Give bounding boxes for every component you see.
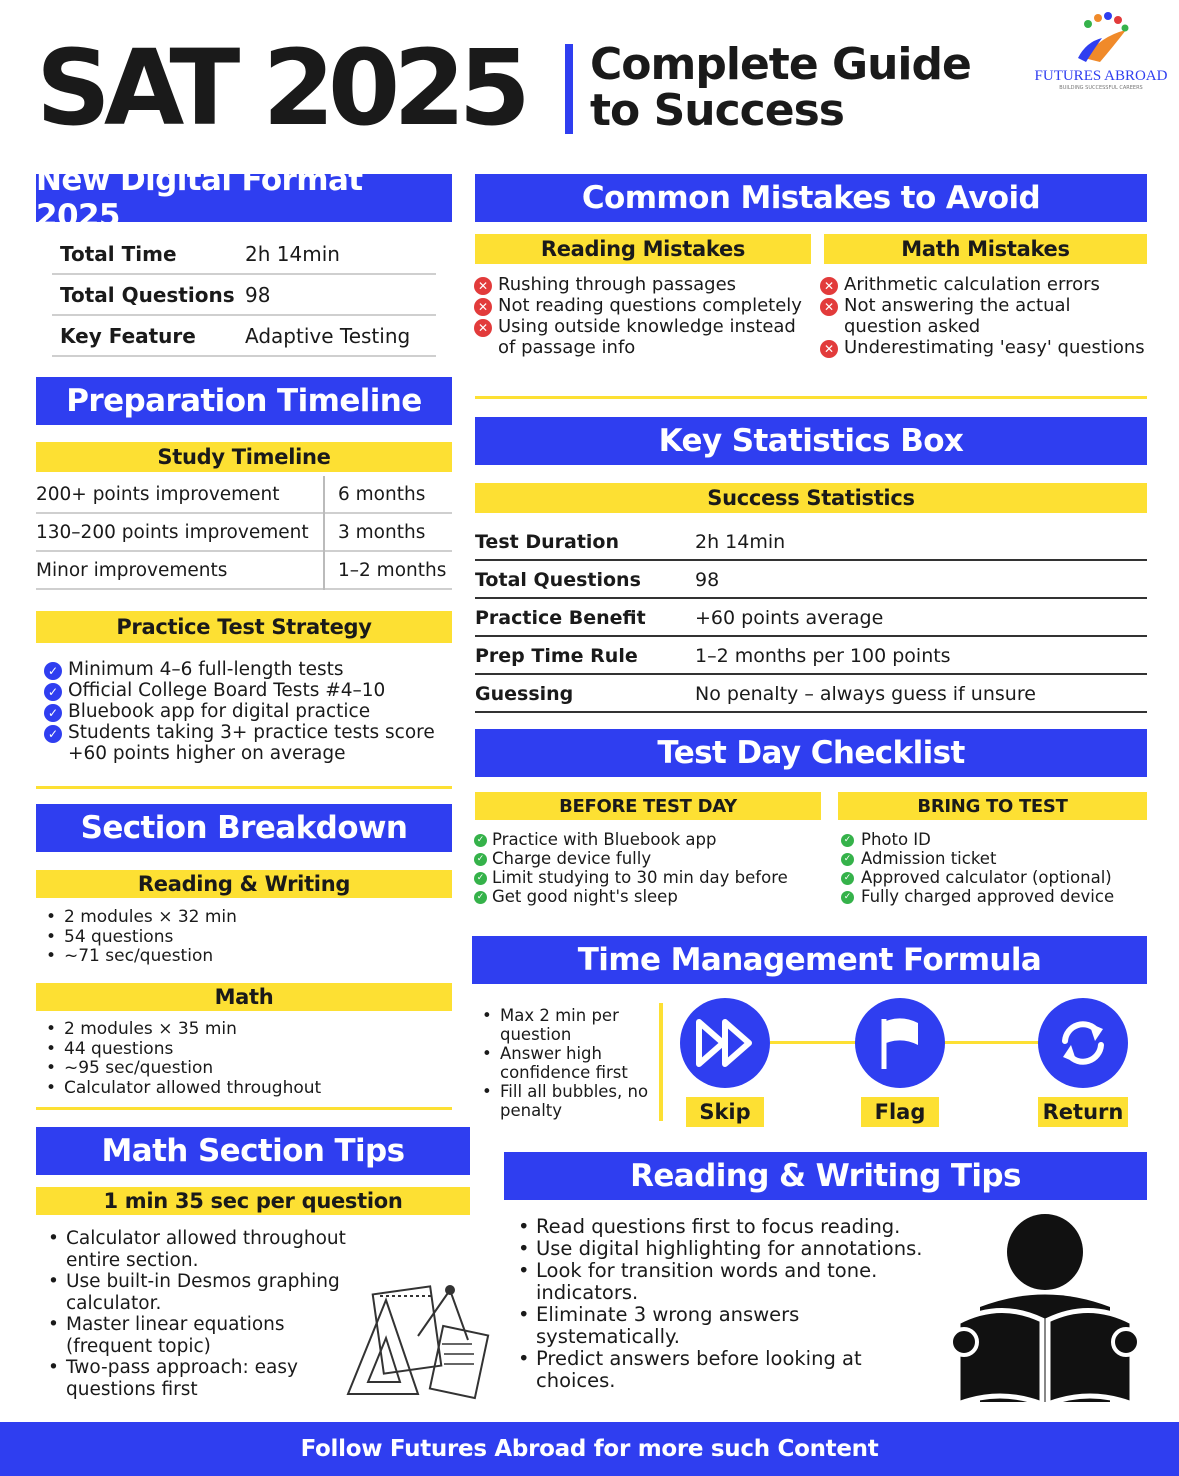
- study-timeline-heading: Study Timeline: [36, 442, 452, 472]
- time-mgmt-divider: [659, 1003, 663, 1121]
- format-row: [60, 238, 340, 270]
- skip-icon: [680, 998, 770, 1088]
- format-row: [60, 279, 270, 311]
- checklist-heading: Test Day Checklist: [475, 729, 1147, 777]
- bring-to-test-list: [841, 830, 1147, 906]
- stat-value: No penalty – always guess if unsure: [695, 683, 1036, 705]
- list-item: ✓ Admission ticket: [841, 849, 1147, 868]
- list-item: ✓ Get good night's sleep: [474, 887, 824, 906]
- list-item: ✓ Photo ID: [841, 830, 1147, 849]
- stat-value: 2h 14min: [695, 531, 786, 553]
- study-timeline-table: [36, 476, 452, 592]
- list-item: • 2 modules × 35 min: [42, 1020, 442, 1040]
- list-item: ✕ Arithmetic calculation errors: [820, 274, 1147, 295]
- check-circle-icon: ✓: [841, 872, 854, 885]
- logo-text: FUTURES ABROAD: [1034, 68, 1168, 84]
- math-tips-subheading: 1 min 35 sec per question: [36, 1187, 470, 1215]
- list-item: • Master linear equations (frequent topic): [44, 1314, 364, 1357]
- divider: [36, 1107, 452, 1110]
- check-circle-icon: ✓: [841, 834, 854, 847]
- subtitle-line-2: to Success: [590, 85, 844, 136]
- table-row: [475, 523, 1147, 561]
- list-item: • Max 2 min per question: [478, 1006, 656, 1044]
- list-item: ✓ Fully charged approved device: [841, 887, 1147, 906]
- table-cell-goal: Minor improvements: [36, 560, 228, 581]
- time-mgmt-heading: Time Management Formula: [472, 936, 1147, 984]
- brand-logo: [1026, 6, 1176, 96]
- check-circle-icon: ✓: [474, 891, 487, 904]
- math-tips-list: [44, 1228, 364, 1400]
- stat-label: Test Duration: [475, 531, 619, 553]
- footer-bar: [0, 1422, 1179, 1476]
- table-row: [36, 476, 452, 514]
- list-item: ✓ Approved calculator (optional): [841, 868, 1147, 887]
- x-circle-icon: ✕: [820, 340, 838, 358]
- math-mistakes-list: [820, 274, 1147, 358]
- stat-value: 98: [695, 569, 720, 591]
- rw-tips-heading: Reading & Writing Tips: [504, 1152, 1147, 1200]
- format-row-value: 2h 14min: [245, 242, 340, 266]
- format-row-label: Total Questions: [60, 283, 235, 307]
- check-circle-icon: ✓: [474, 834, 487, 847]
- rw-section-heading: Reading & Writing: [36, 870, 452, 898]
- list-item: • Predict answers before looking at choices.: [514, 1348, 934, 1392]
- mistakes-heading: Common Mistakes to Avoid: [475, 174, 1147, 222]
- flag-icon: [855, 998, 945, 1088]
- table-row: [475, 637, 1147, 675]
- geometry-tools-icon: [340, 1282, 495, 1402]
- title-divider: [565, 44, 573, 134]
- page-subtitle: [590, 39, 971, 136]
- table-row: [36, 514, 452, 552]
- time-mgmt-list: [478, 1006, 656, 1120]
- format-row-value: Adaptive Testing: [245, 324, 411, 348]
- x-circle-icon: ✕: [820, 277, 838, 295]
- table-row: [36, 552, 452, 590]
- list-item: • Fill all bubbles, no penalty: [478, 1082, 656, 1120]
- list-item: ✕ Underestimating 'easy' questions: [820, 337, 1147, 358]
- x-circle-icon: ✕: [820, 298, 838, 316]
- divider: [52, 273, 436, 275]
- math-mistakes-heading: Math Mistakes: [824, 234, 1147, 264]
- practice-strategy-list: [44, 659, 449, 764]
- format-row-value: 98: [245, 283, 271, 307]
- list-item: ✓ Charge device fully: [474, 849, 824, 868]
- bring-to-test-heading: BRING TO TEST: [838, 792, 1147, 820]
- list-item: • Look for transition words and tone. indicators.: [514, 1260, 934, 1304]
- check-circle-icon: ✓: [841, 853, 854, 866]
- reading-mistakes-heading: Reading Mistakes: [475, 234, 811, 264]
- format-heading: New Digital Format 2025: [36, 174, 452, 222]
- format-row-label: Total Time: [60, 242, 177, 266]
- stat-label: Total Questions: [475, 569, 641, 591]
- list-item: • Use digital highlighting for annotations.: [514, 1238, 934, 1260]
- list-item: • ~71 sec/question: [42, 947, 442, 967]
- list-item: ✓ Official College Board Tests #4–10: [44, 680, 449, 701]
- list-item: ✕ Not answering the actual question asked: [820, 295, 1147, 337]
- subtitle-line-1: Complete Guide: [590, 39, 971, 90]
- list-item: • Calculator allowed throughout: [42, 1079, 442, 1099]
- math-section-heading: Math: [36, 983, 452, 1011]
- list-item: ✓ Minimum 4–6 full-length tests: [44, 659, 449, 680]
- check-circle-icon: ✓: [44, 704, 62, 722]
- rw-section-list: [42, 908, 442, 967]
- list-item: ✓ Practice with Bluebook app: [474, 830, 824, 849]
- table-column-divider: [323, 476, 325, 590]
- table-cell-time: 6 months: [338, 484, 426, 505]
- rw-tips-list: [514, 1216, 934, 1392]
- check-circle-icon: ✓: [44, 662, 62, 680]
- flag-label: Flag: [861, 1097, 939, 1127]
- math-section-list: [42, 1020, 442, 1098]
- list-item: ✓ Limit studying to 30 min day before: [474, 868, 824, 887]
- table-row: [475, 561, 1147, 599]
- list-item: • Eliminate 3 wrong answers systematically.: [514, 1304, 934, 1348]
- list-item: ✕ Not reading questions completely: [474, 295, 814, 316]
- list-item: ✕ Using outside knowledge instead of passage info: [474, 316, 814, 358]
- reader-icon: [950, 1212, 1140, 1412]
- list-item: ✓ Students taking 3+ practice tests score +60 points higher on average: [44, 722, 449, 764]
- stat-label: Prep Time Rule: [475, 645, 638, 667]
- list-item: • 54 questions: [42, 928, 442, 948]
- table-cell-goal: 130–200 points improvement: [36, 522, 309, 543]
- x-circle-icon: ✕: [474, 277, 492, 295]
- check-circle-icon: ✓: [474, 853, 487, 866]
- divider: [36, 786, 452, 789]
- x-circle-icon: ✕: [474, 298, 492, 316]
- list-item: • Read questions first to focus reading.: [514, 1216, 934, 1238]
- table-cell-goal: 200+ points improvement: [36, 484, 280, 505]
- logo-emblem-icon: [1026, 6, 1176, 68]
- divider: [52, 314, 436, 316]
- check-circle-icon: ✓: [841, 891, 854, 904]
- list-item: • ~95 sec/question: [42, 1059, 442, 1079]
- stats-subheading: Success Statistics: [475, 483, 1147, 513]
- format-row: [60, 320, 410, 352]
- skip-label: Skip: [686, 1097, 764, 1127]
- check-circle-icon: ✓: [44, 725, 62, 743]
- return-icon: [1038, 998, 1128, 1088]
- before-test-heading: BEFORE TEST DAY: [475, 792, 821, 820]
- stat-value: +60 points average: [695, 607, 884, 629]
- practice-strategy-heading: Practice Test Strategy: [36, 611, 452, 643]
- list-item: • Calculator allowed throughout entire section.: [44, 1228, 364, 1271]
- table-row: [475, 675, 1147, 713]
- return-label: Return: [1038, 1097, 1128, 1127]
- divider: [52, 355, 436, 357]
- math-tips-heading: Math Section Tips: [36, 1127, 470, 1175]
- logo-tagline: BUILDING SUCCESSFUL CAREERS: [1059, 85, 1143, 91]
- check-circle-icon: ✓: [44, 683, 62, 701]
- footer-text: Follow Futures Abroad for more such Content: [300, 1436, 879, 1462]
- x-circle-icon: ✕: [474, 319, 492, 337]
- table-cell-time: 3 months: [338, 522, 426, 543]
- stat-label: Practice Benefit: [475, 607, 646, 629]
- format-row-label: Key Feature: [60, 324, 196, 348]
- list-item: • 44 questions: [42, 1040, 442, 1060]
- table-row: [475, 599, 1147, 637]
- before-test-list: [474, 830, 824, 906]
- stat-label: Guessing: [475, 683, 574, 705]
- list-item: ✕ Rushing through passages: [474, 274, 814, 295]
- divider: [475, 396, 1147, 399]
- section-breakdown-heading: Section Breakdown: [36, 804, 452, 852]
- list-item: • 2 modules × 32 min: [42, 908, 442, 928]
- list-item: ✓ Bluebook app for digital practice: [44, 701, 449, 722]
- list-item: • Two-pass approach: easy questions first: [44, 1357, 364, 1400]
- stat-value: 1–2 months per 100 points: [695, 645, 951, 667]
- table-cell-time: 1–2 months: [338, 560, 447, 581]
- page-title: SAT 2025: [36, 27, 524, 149]
- stats-heading: Key Statistics Box: [475, 417, 1147, 465]
- check-circle-icon: ✓: [474, 872, 487, 885]
- reading-mistakes-list: [474, 274, 814, 358]
- list-item: • Use built-in Desmos graphing calculator.: [44, 1271, 364, 1314]
- list-item: • Answer high confidence first: [478, 1044, 656, 1082]
- timeline-heading: Preparation Timeline: [36, 377, 452, 425]
